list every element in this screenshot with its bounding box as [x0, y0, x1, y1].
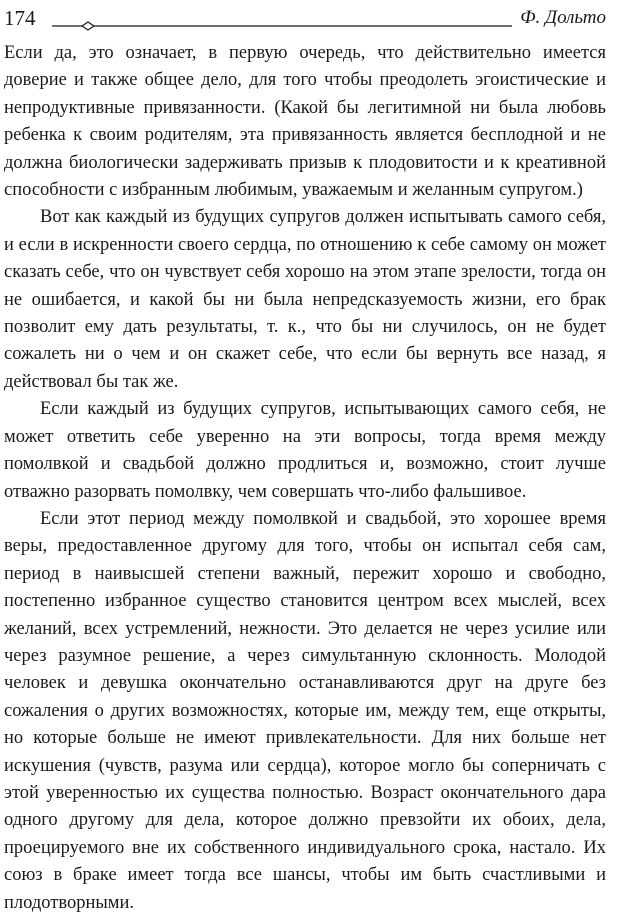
body-text [4, 40, 606, 917]
paragraph-3: Если каждый из будущих супругов, испытывающих самого себя, не может ответить себе уверенно на эти вопросы, тогда время между помолвкой и свадьбой должно продлиться и, возможно, стоит лучше отважно разорвать помолвку, чем совершать что-либо фальшивое. [4, 399, 606, 502]
running-head [4, 4, 606, 36]
paragraph-1: Если да, это означает, в первую очередь, что действительно имеется доверие и также общее дело, для того чтобы преодолеть эгоистические и непродуктивные привязанности. (Какой бы легитимной ни была любовь ребенка к своим родителям, эта привязанность является бесплодной и не должна биологически задерживать призыв к плодовитости и к креативной способности с избранным любимым, уважаемым и желанным супругом.) [4, 43, 606, 201]
paragraph-2: Вот как каждый из будущих супругов должен испытывать самого себя, и если в искренности своего сердца, по отношению к себе самому он может сказать себе, что он чувствует себя хорошо на этом этапе зрелости, тогда он не ошибается, и какой бы ни была непредсказуемость жизни, его брак позволит ему дать результаты, т. к., что бы ни случилось, он не будет сожалеть ни о чем и он скажет себе, что если бы вернуть все назад, я действовал бы так же. [4, 207, 606, 392]
page-number: 174 [4, 6, 36, 30]
running-head-author: Ф. Дольто [520, 7, 606, 28]
paragraph-4: Если этот период между помолвкой и свадьбой, это хорошее время веры, предоставленное другому для того, чтобы он испытал себя сам, период в наивысшей степени важный, пережит хорошо и свободно, постепенно избранное существо становится центром всех мыслей, всех желаний, всех устремлений, нежности. Это делается не через усилие или через разумное решение, а через симультанную склонность. Молодой человек и девушка окончательно останавливаются друг на друге без сожаления о других возможностях, которые им, между тем, еще открыты, но которые больше не имеют привлекательности. Для них больше нет искушения (чувств, разума или сердца), которое могло бы соперничать с этой уверенностью их существа полностью. Возраст окончательного дара одного другому для дела, которое должно превзойти их обоих, дела, проецируемого вне их собственного индивидуального срока, настало. Их союз в браке имеет тогда все шансы, чтобы им быть счастливыми и плодотворными. [4, 508, 606, 913]
header-rule-ornament [52, 18, 512, 34]
